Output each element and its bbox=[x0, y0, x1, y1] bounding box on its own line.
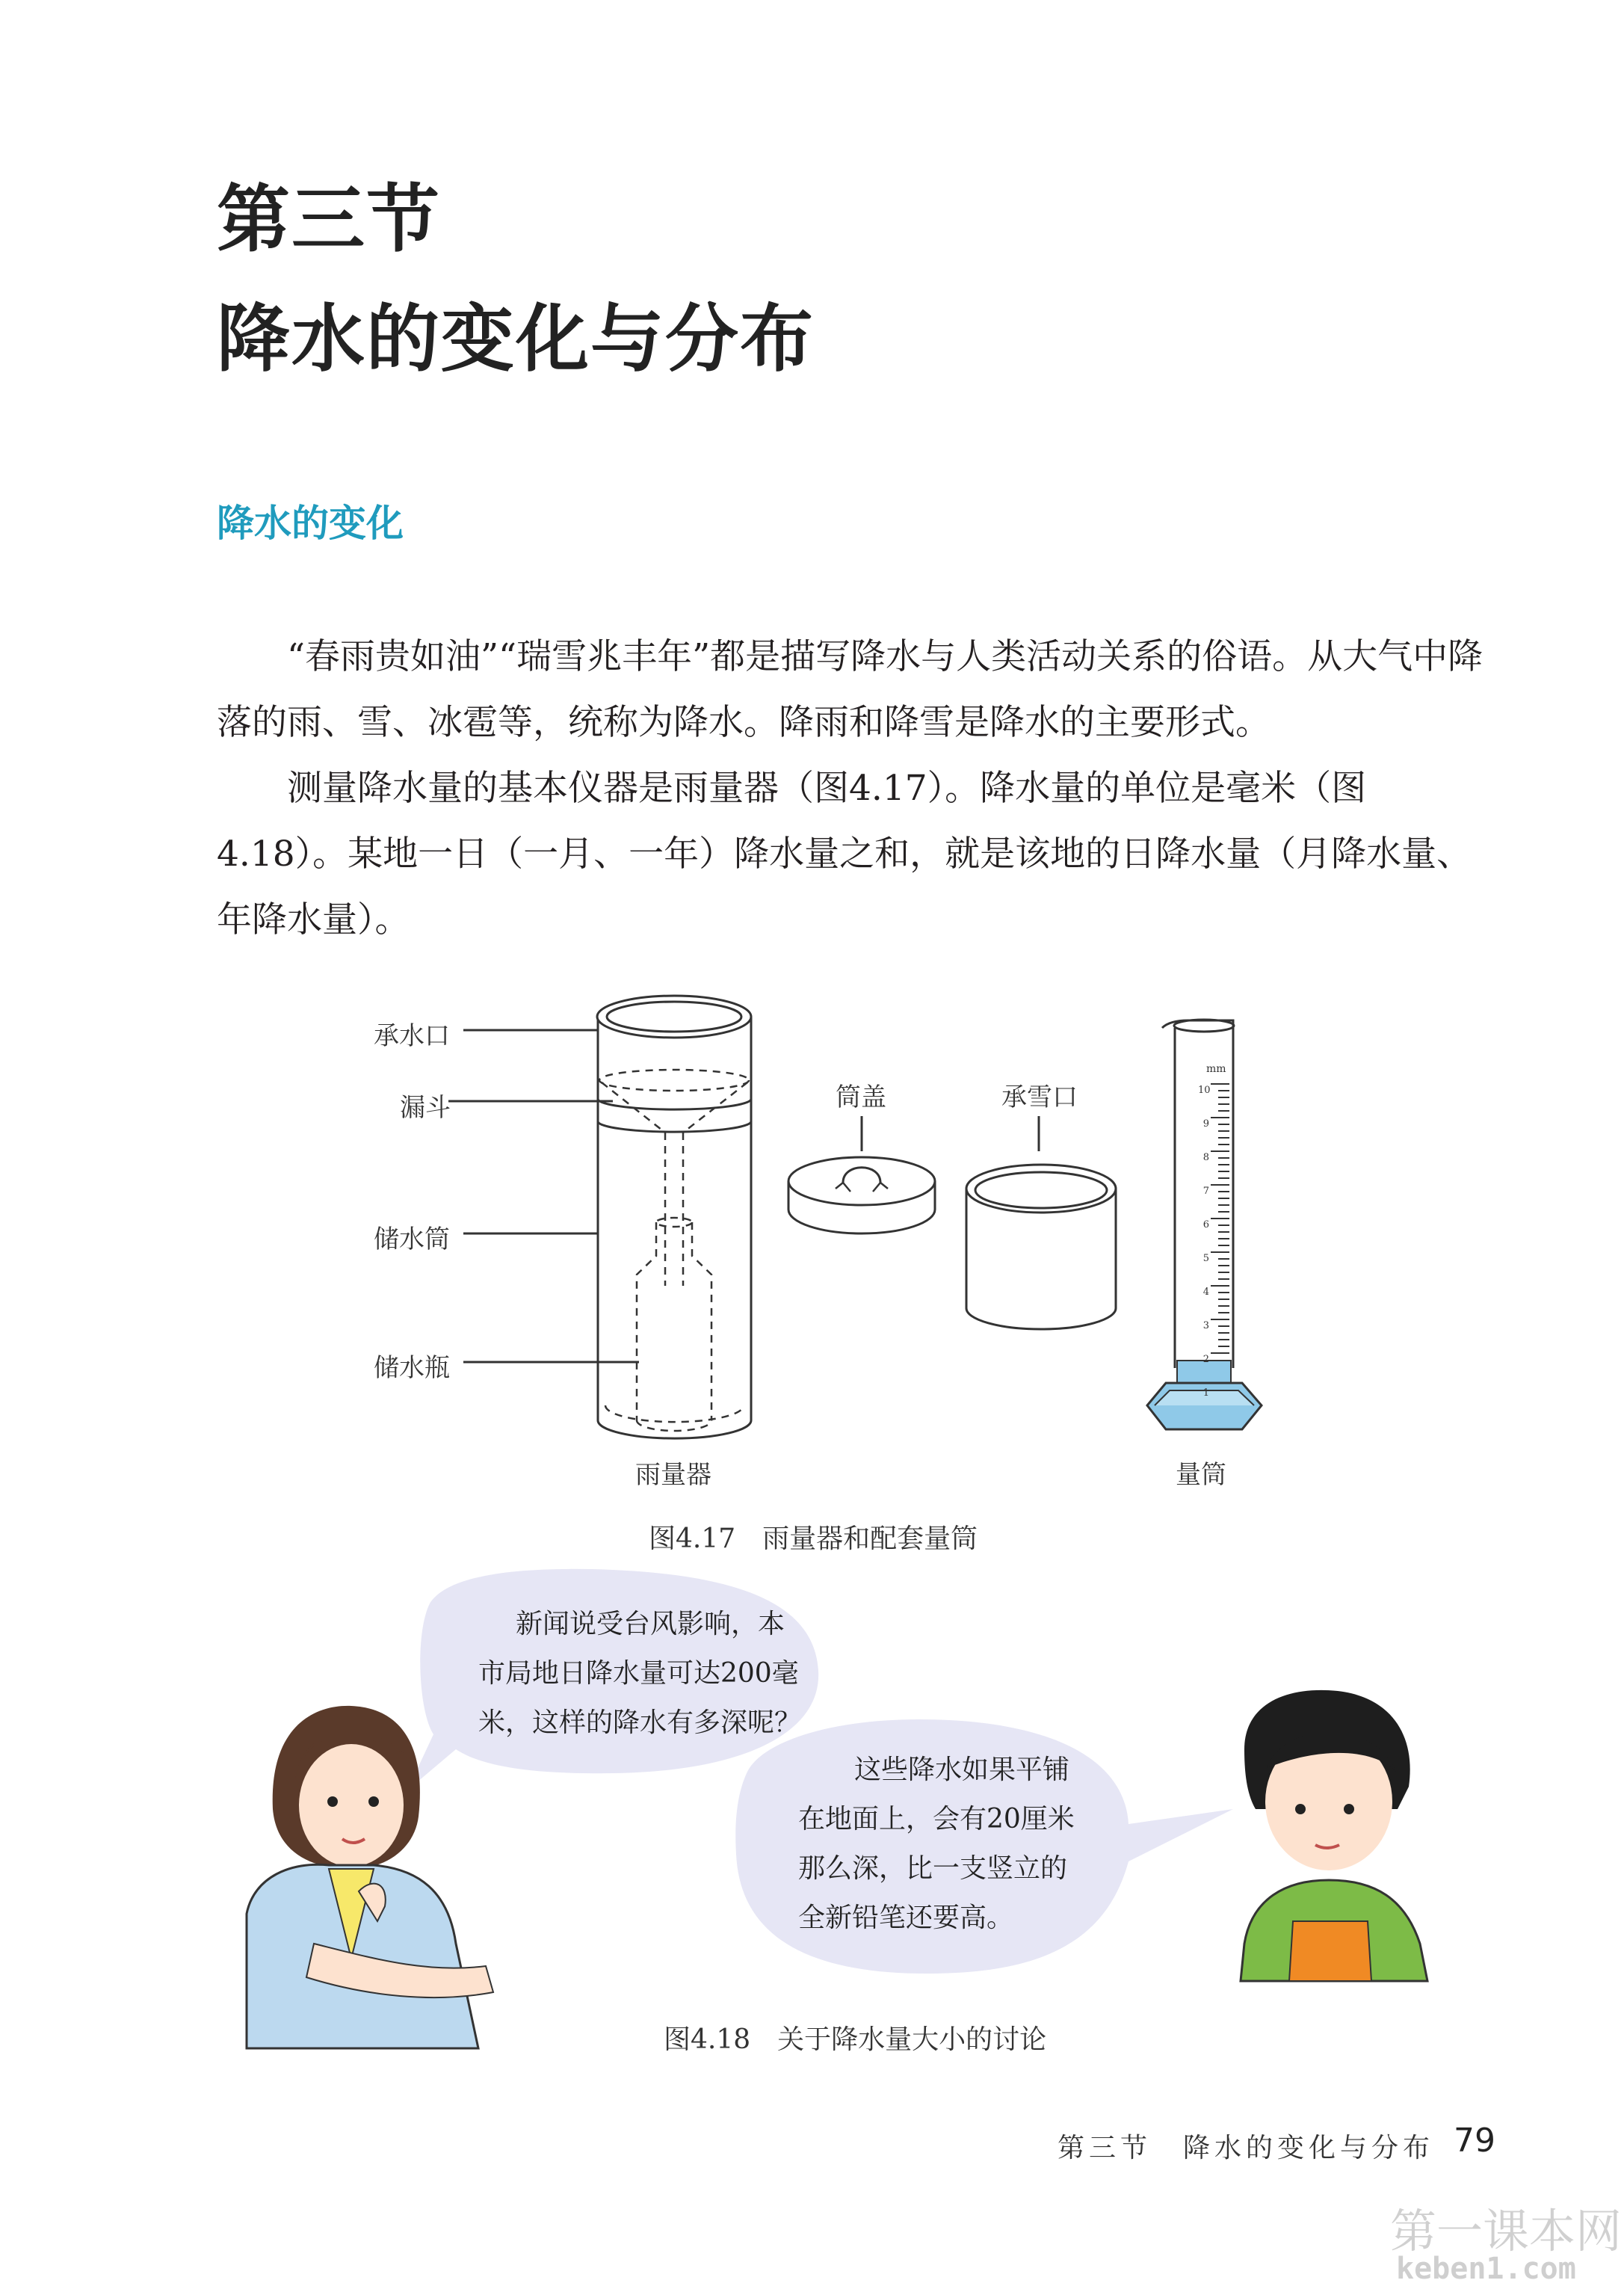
label-lid: 筒盖 bbox=[836, 1082, 886, 1112]
figure-4-17-caption: 图4.17 雨量器和配套量筒 bbox=[649, 1524, 978, 1554]
cylinder-scale bbox=[1211, 1084, 1229, 1353]
label-rain-gauge: 雨量器 bbox=[635, 1460, 711, 1490]
label-cylinder: 量筒 bbox=[1176, 1460, 1226, 1490]
label-storage-tube: 储水筒 bbox=[374, 1224, 450, 1254]
girl-bubble-text: 新闻说受台风影响，本 市局地日降水量可达200毫 米，这样的降水有多深呢？ bbox=[478, 1609, 802, 1738]
paragraph-2: 测量降水量的基本仪器是雨量器（图4.17）。降水量的单位是毫米（图4.18）。某地一日（一月、一年）降水量之和，就是该地的日降水量（月降水量、年降水量）。 bbox=[217, 768, 1472, 940]
figure-4-18-caption: 图4.18 关于降水量大小的讨论 bbox=[664, 2024, 1047, 2055]
page-number: 79 bbox=[1454, 2122, 1495, 2160]
girl-illustration bbox=[247, 1706, 493, 2048]
label-funnel: 漏斗 bbox=[400, 1093, 451, 1123]
watermark-logo: 第一课本网 bbox=[1390, 2204, 1623, 2258]
watermark-url: keben1.com bbox=[1396, 2252, 1576, 2286]
page-title: 降水的变化与分布 bbox=[217, 297, 815, 382]
label-unit: mm bbox=[1206, 1063, 1226, 1075]
running-footer: 第三节 降水的变化与分布 bbox=[1058, 2133, 1435, 2163]
boy-illustration bbox=[1241, 1690, 1427, 1981]
label-inlet: 承水口 bbox=[374, 1021, 450, 1051]
boy-bubble-text: 这些降水如果平铺 在地面上，会有20厘米 那么深，比一支竖立的 全新铅笔还要高。 bbox=[798, 1755, 1075, 1933]
paragraph-1: “春雨贵如油”“瑞雪兆丰年”都是描写降水与人类活动关系的俗语。从大气中降落的雨、雪、冰雹等，统称为降水。降雨和降雪是降水的主要形式。 bbox=[217, 636, 1483, 743]
section-number: 第三节 bbox=[217, 177, 442, 262]
scale-numbers: 10 9 8 7 6 5 4 3 2 1 bbox=[1198, 1085, 1211, 1399]
label-snow-inlet: 承雪口 bbox=[1001, 1082, 1078, 1112]
section-heading: 降水的变化 bbox=[217, 502, 404, 545]
label-storage-bottle: 储水瓶 bbox=[374, 1353, 450, 1383]
